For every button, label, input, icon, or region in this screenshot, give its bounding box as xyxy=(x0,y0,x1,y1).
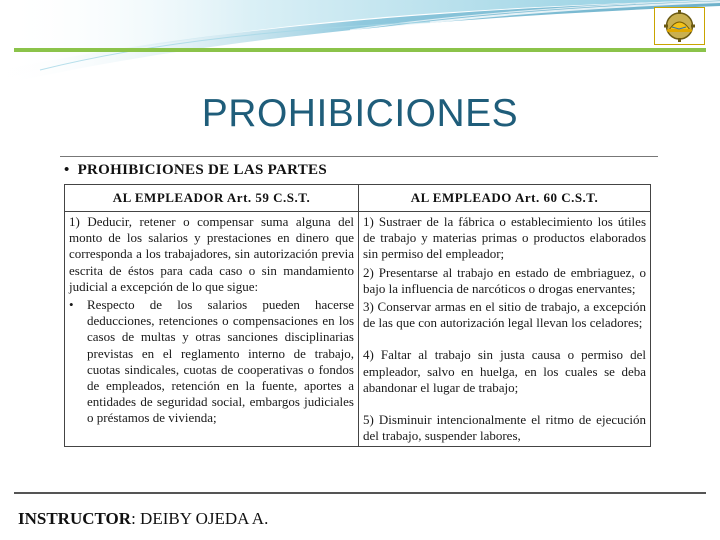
employee-item-2: 2) Presentarse al trabajo en estado de embriaguez, o bajo la influencia de narcóticos o drogas enervantes; xyxy=(363,264,646,296)
employee-item-4: 4) Faltar al trabajo sin justa causa o permiso del empleador, salvo en huelga, en los cuales se deba abandonar el lugar de trabajo; xyxy=(363,347,646,395)
bullet: • xyxy=(64,162,70,178)
header-banner xyxy=(0,0,720,90)
employee-item-3: 3) Conservar armas en el sitio de trabajo, a excepción de las que con autorización legal llevan los celadores; xyxy=(363,299,646,331)
employee-column-header: AL EMPLEADO Art. 60 C.S.T. xyxy=(359,185,651,212)
employer-item-2 xyxy=(69,297,354,427)
divider xyxy=(60,156,658,157)
heading-text: PROHIBICIONES DE LAS PARTES xyxy=(77,162,327,178)
footer-name: : DEIBY OJEDA A. xyxy=(131,509,269,528)
employer-prohibitions-cell xyxy=(65,212,359,447)
document-heading xyxy=(64,162,327,179)
footer-divider xyxy=(14,492,706,494)
prohibitions-table xyxy=(64,184,651,447)
scanned-document xyxy=(60,156,658,486)
employer-item-1: 1) Deducir, retener o compensar suma alguna del monto de los salarios y prestaciones en dinero que corresponda a los trabajadores, sin autorización previa escrita de éstos para cada caso o sin mandamiento judicial a excepción de lo que sigue: xyxy=(69,214,354,294)
employee-prohibitions-cell xyxy=(359,212,651,447)
employee-item-1: 1) Sustraer de la fábrica o establecimiento los útiles de trabajo y materias primas o productos elaborados sin permiso del empleador; xyxy=(363,214,646,262)
helmet-gear-logo-icon xyxy=(654,7,705,45)
slide-title: PROHIBICIONES xyxy=(201,92,519,135)
footer-label: INSTRUCTOR xyxy=(18,509,132,528)
footer-instructor xyxy=(18,509,268,529)
employee-item-5: 5) Disminuir intencionalmente el ritmo de ejecución del trabajo, suspender labores, xyxy=(363,412,646,444)
employer-column-header: AL EMPLEADOR Art. 59 C.S.T. xyxy=(65,185,359,212)
employer-item-2-text: Respecto de los salarios pueden hacerse deducciones, retenciones o compensaciones en los casos de multas y otras sanciones disciplinarias previstas en el reglamento interno de trabajo, cuotas sindicales, cuotas de cooperativas o fondos de empleados, retención en la fuente, aportes a entidades de seguridad social, embargos judiciales o préstamos de vivienda; xyxy=(87,297,354,426)
bullet: • xyxy=(69,297,74,313)
